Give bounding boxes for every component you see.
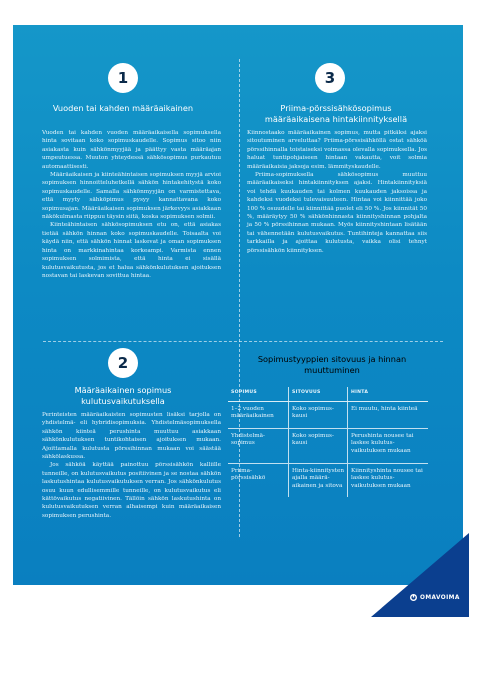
horizontal-divider [43, 341, 443, 342]
section-2-number: 2 [108, 348, 138, 378]
section-1-paragraph: Määräaikaisen ja kiinteähintaisen sopimuksen myyjä arvioi sopimuksen hinnoitteluhetkellä sähkön hintakehitystä koko sopimuskaudelle. Samalla sähkönmyyjän on varmistettava, että myyty sähköpimus pysyy kannattavana koko sopimusajan. Määräaikaisen sopimuksen järkevyys asiakkaan näkökulmasta riippuu täysin siitä, koska sopimuksen solmii. [42, 172, 221, 221]
contract-types-table [228, 387, 428, 497]
section-1-paragraph: Kiinteähintaisen sähkösopimuksen etu on, että asiakas tietää sähkön hinnan koko sopimuskaudelle. Toisaalta voi käydä niin, että sähkön hinnat laskevat ja oman sopimuksen hinta on markkinahintaa korkeampi. Varmista ennen sopimuksen solmimista, että hinta ei sisällä kulutusvaikutusta, jos et halua sähkönkulutuksen ajoituksen nostavan tai laskevan sovittua hintaa. [42, 222, 221, 279]
section-1-body [42, 129, 221, 280]
table-cell: Yhdistelmä-sopimus [228, 428, 289, 463]
table-header-row [228, 387, 428, 401]
table-row [228, 463, 428, 497]
section-1-paragraph: Vuoden tai kahden vuoden määräaikaisella sopimuksella hinta sovitaan koko sopimuskaudelle. Sopimus sitoo niin asiakasta kuin sähkönmyyjää ja päättyy vasta määräajan umpeutuessa. Muuton yhteydessä sähkösopimus purkautuu automaattisesti. [42, 130, 221, 170]
table-cell: Ei muutu, hinta kiinteä [348, 401, 429, 428]
brand-mark-icon [410, 594, 417, 601]
section-3-paragraph: Priima-sopimuksella sähkösopimus muuttuu määräaikaiseksi hintakiinnityksen ajaksi. Hintakiinnityksiä voi tehdä kuukauden tai kolmen kuukauden jaksoissa ja kahdeksi vuodeksi tulevaisuuteen. Hintaa voi kiinnittää joko 100 % osuudelle tai kiinnittää puolet eli 50 %. Jos kiinnität 50 %, määräytyy 50 % sähkönhinnasta kiinnityshinnan pohjalta ja 50 % pörssihinnan mukaan. Myös kiinnityshintaan lisätään tai vähennetään kulutusvaikutus. Tuntihinteja kannattaa siis tarkkailla ja ajoittaa kulutusta, vaikka olisi tehnyt pörssisähkön kiinnityksen. [247, 172, 427, 254]
table-title: Sopimustyyppien sitovuus ja hinnan muuttuminen [257, 354, 407, 375]
table-row [228, 428, 428, 463]
table-header-cell: SOPIMUS [228, 387, 289, 401]
table-cell: Hinta-kiinnitysten ajalla määrä-aikainen ja sitova [289, 463, 348, 497]
section-2-paragraph: Perinteisten määräaikaisten sopimusten lisäksi tarjolla on yhdistelmä- eli hybridisopimuksia. Yhdistelmäsopimuksella sähkön kiinteä perushinta muuttuu asiakkaan sähkönkulutuksen tuntikohtaisen ajoituksen mukaan. Ajoittamalla kulutusta pörssihinnan mukaan voi säästää sähkölaskussa. [42, 412, 221, 461]
brand-name: OMAVOIMA [420, 594, 460, 601]
table-cell: 1–2 vuoden määräaikainen [228, 401, 289, 428]
content-panel [13, 25, 463, 585]
corner-triangle [371, 533, 469, 617]
table-cell: Perushinta nousee tai laskee kulutus-vaikutuksen mukaan [348, 428, 429, 463]
table-header-cell: HINTA [348, 387, 429, 401]
table-cell: Koko sopimus-kausi [289, 428, 348, 463]
brand-logo [410, 594, 460, 601]
table-row [228, 401, 428, 428]
section-3-paragraph: Kiinnostaako määräaikainen sopimus, mutta pitkäksi ajaksi sitoutuminen arveluttaa? Priima-pörssisähköllä ostat sähköä pörssihinnalla toistaiseksi voimassa olevalla sopimuksella. Jos haluat tuntipohjaiseen hintaan vakautta, voit solmia määräaikaisia jaksoja esim. lämmityskaudelle. [247, 130, 427, 170]
section-2-paragraph: Jos sähköä käyttää painottuu pörssisähkön kalliille tunneille, on kulutusvaikutus positiivinen ja se nostaa sähkön laskutushintaa kulutusvaikutuksen verran. Jos sähkönkulutus osuu kuun edullisemmille tunneille, on kulutusvaikutus eli kättövaikutus negatiivinen. Tällöin sähkön laskutushinta on kulutusvaikutuksen verran alhaisempi kuin määräaikaisen sopimuksen perushinta. [42, 462, 221, 519]
section-2-body [42, 411, 221, 520]
section-1-number: 1 [108, 63, 138, 93]
table-cell: Priima-pörssisähkö [231, 467, 266, 482]
section-1-title: Vuoden tai kahden määräaikainen [52, 103, 194, 113]
corner-shape [371, 533, 469, 617]
table-header-cell: SITOVUUS [289, 387, 348, 401]
section-3-number: 3 [315, 63, 345, 93]
section-3-body [247, 129, 427, 255]
table-cell: Kiinnityshinta nousee tai laskee kulutus-vaikutuksen mukaan [348, 463, 429, 497]
section-2-title: Määräaikainen sopimus kulutusvaikutuksella [74, 385, 172, 406]
table-cell: Koko sopimus-kausi [289, 401, 348, 428]
section-3-title: Priima-pörssisähkösopimus määräaikaisena hintakiinnityksellä [264, 103, 408, 124]
